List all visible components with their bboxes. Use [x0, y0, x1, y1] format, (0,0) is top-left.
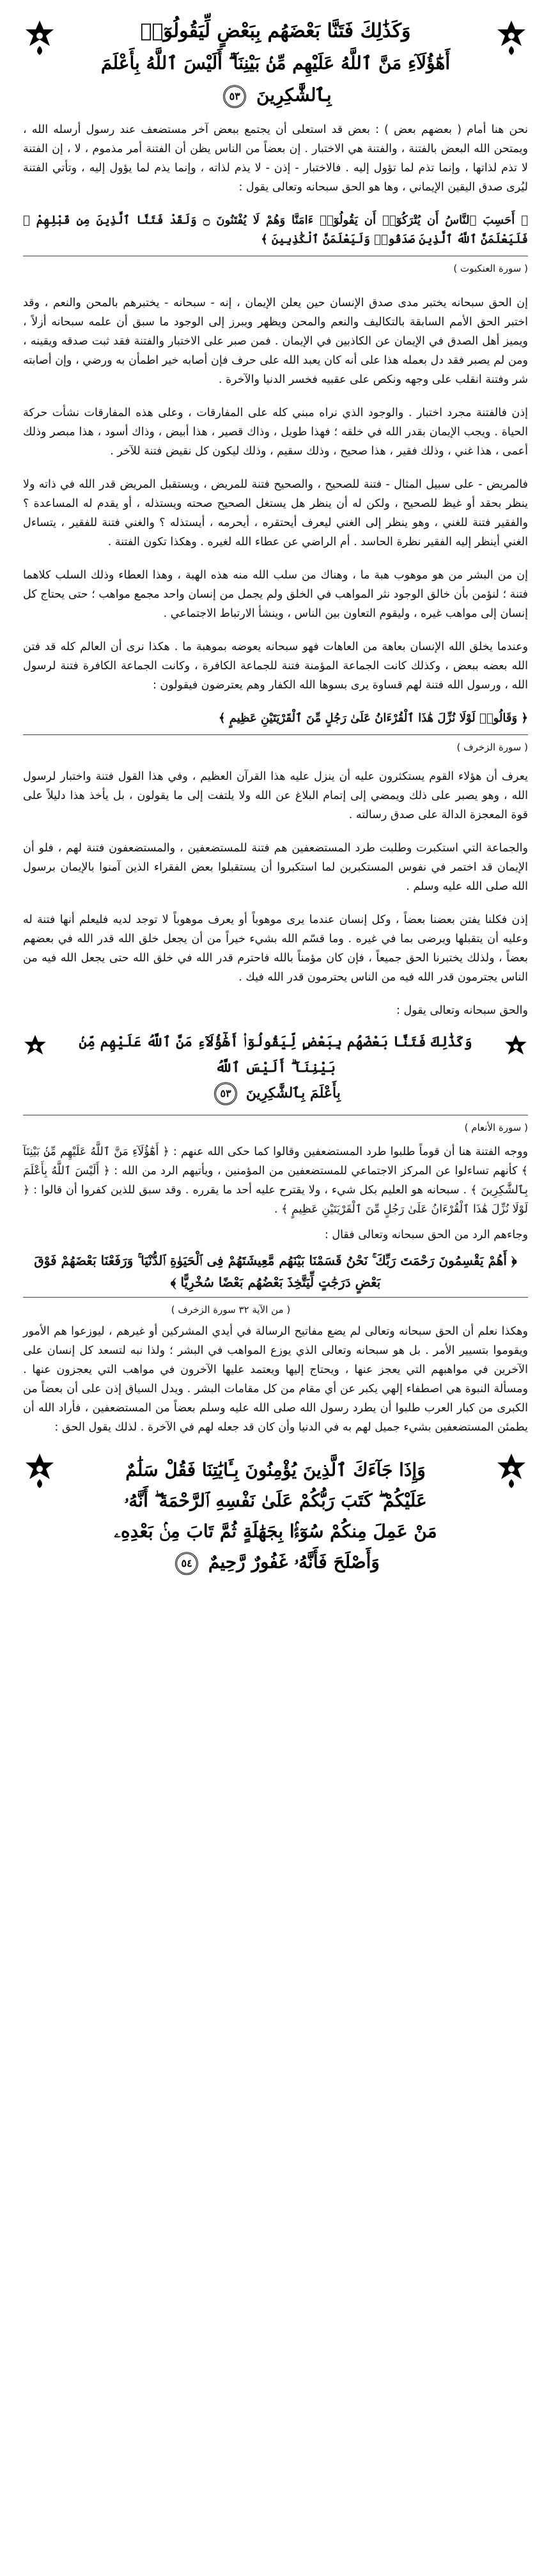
- paragraph-2: إن الحق سبحانه يختبر مدى صدق الإنسان حين يعلن الإيمان ، إنه - سبحانه - يختبرهم بالمحن والنعم ، وقد اختبر الحق الأمم السابقة بالتكاليف والنعم والمحن ويظهر ويبرز إلى الوجود ما سبق أن علمه سبحانه أزلاً ، ويميز أهل الصدق في الإيمان عن الكاذبين في الإيمان . فمن صبر على الاختبار والفتنة فقد ثبت صدقه ويقينه ، ومن لم يصبر فقد دل بعمله هذا على أنه كان يعبد الله على حرف فإن أصابه خير اطمأن به ورضي ، وإن أصابته شر وفتنة انقلب على وجهه ونكص على عقبيه فخسر الدنيا والآخرة .: [23, 297, 528, 386]
- verse-bottom-line-3: مَنْ عَمِلَ مِنكُمْ سُوٓءًۢا بِجَهَٰلَةٍ ثُمَّ تَابَ مِنۢ بَعْدِهِۦ: [114, 1521, 437, 1542]
- verse-top-line-3: بِٱلشَّٰكِرِينَ: [256, 84, 332, 105]
- paragraph-7: يعرف أن هؤلاء القوم يستكثرون عليه أن ينزل عليه هذا القرآن العظيم ، وفي هذا القول فتنة واختبار لرسول الله ، وهو يصبر على ذلك ويمضي إلى إتمام البلاغ عن الله ولا يلتفت إلى ما يقولون ، بل يأخذ هذا دليلاً على قوة المعجزة الدالة على صدق رسالته .: [23, 770, 528, 821]
- verse-top-line-2: أَهَٰٓؤُلَآءِ مَنَّ ٱللَّهُ عَلَيْهِم مِّنۢ بَيْنِنَآ ۗ أَلَيْسَ ٱللَّهُ بِأَعْلَمَ: [100, 52, 451, 74]
- ornament-left-icon: [20, 1033, 50, 1062]
- paragraph-10: والحق سبحانه وتعالى يقول :: [396, 1004, 528, 1017]
- ayah-number-badge: ٥٤: [175, 1552, 198, 1575]
- verse-mid-line-2: بِأَعْلَمَ بِٱلشَّٰكِرِينَ: [245, 1085, 341, 1101]
- source-zukhruf-2: ( من الآية ٣٢ سورة الزخرف ): [171, 1304, 291, 1315]
- paragraph-9: إذن فكلنا يفتن بعضنا بعضاً ، وكل إنسان عندما يرى موهوباً أو يعرف موهوباً لا توجد لديه فليعلم أنها فتنة له وعليه أن يتقبلها ويرضى بما في غيره . وما قسّم الله بشيء خيراً من أن يجعل خلق الله قدر الله في بعضهم بعضاً ، ولذلك يختبرنا الحق جميعاً ، فإن كان مؤمناً بالله فاحترم قدر الله في خلق الله حتى يجعل الله فيه من الناس يجترمون قدر الله فيه من الناس يحترمون قدر الله فيك .: [23, 913, 528, 984]
- verse-top-line-1: وَكَذَٰلِكَ فَتَنَّا بَعْضَهُم بِبَعْضٍ لِّيَقُولُوٓا۟: [140, 20, 411, 42]
- source-ankabut: ( سورة العنكبوت ): [453, 263, 528, 274]
- paragraph-8: والجماعة التي استكبرت وطلبت طرد المستضعفين هم فتنة للمستضعفين ، والمستضعفون فتنة لهم ، فلو أن الإيمان قد اختمر في نفوس المستكبرين لما استكبروا أن يستقبلوا بعض الفقراء الذين آمنوا بالإيمان برسول الله صلى الله عليه وسلم .: [23, 842, 528, 893]
- quote-ankabut: ﴿ أَحَسِبَ ٱلنَّاسُ أَن يُتْرَكُوٓا۟ أَن يَقُولُوٓا۟ ءَامَنَّا وَهُمْ لَا يُفْتَنُونَ ۝ وَلَقَدْ فَتَنَّا ٱلَّذِينَ مِن قَبْلِهِمْ ۖ فَلَيَعْلَمَنَّ ٱللَّهُ ٱلَّذِينَ صَدَقُوا۟ وَلَيَعْلَمَنَّ ٱلْكَٰذِبِينَ ﴾: [23, 213, 528, 246]
- ornament-left-icon: [20, 1451, 59, 1489]
- quote-zukhruf-2: ﴿ أَهُمْ يَقْسِمُونَ رَحْمَتَ رَبِّكَ ۚ نَحْنُ قَسَمْنَا بَيْنَهُم مَّعِيشَتَهُمْ فِى ٱلْحَيَوٰةِ ٱلدُّنْيَا ۚ وَرَفَعْنَا بَعْضَهُمْ فَوْقَ بَعْضٍ دَرَجَٰتٍ لِّيَتَّخِذَ بَعْضُهُم بَعْضًا سُخْرِيًّا ﴾: [34, 1253, 517, 1290]
- verse-mid-line-1: وَكَذَٰلِكَ فَتَنَّا بَعْضَهُم بِبَعْضٍ لِّيَقُولُوٓا۟ أَهَٰٓؤُلَآءِ مَنَّ ٱللَّهُ عَلَيْهِم مِّنۢ بَيْنِنَآ ۗ أَلَيْسَ ٱللَّهُ: [79, 1034, 472, 1076]
- divider: [23, 734, 528, 735]
- ayah-number-badge: ٥٣: [223, 85, 246, 108]
- ornament-right-icon: [501, 1033, 531, 1062]
- source-zukhruf-1: ( سورة الزخرف ): [456, 741, 528, 753]
- paragraph-13: وهكذا نعلم أن الحق سبحانه وتعالى لم يضع مفاتيح الرسالة في أيدي المشركين أو غيرهم ، ليوزعوا هم الأمور ويقوموا بتسيير الأمر . بل هو سبحانه وتعالى الذي يوزع المواهب في البشر ؛ ولذا نبه لتسعد كل إنسان على الآخرين في مواهبهم التي يعجز عنها ، ويحتاج إليها ويعتمد عليها الآخرون في مواهب التي يعجزون عنها . ومسألة النبوة هي اصطفاء إلهي يكبر عن أي مقام من كل مقامات البشر . ويدل السياق إذن على أن بعضاً من الكبرى من كبار العرب طلبوا أن يطرد رسول الله صلى الله عليه وسلم بعضاً من المستضعفين ، فأراد الله أن يطمئن المستضعفين بشيء جميل لهم به في الدنيا وأن كان قد جعله لهم في الآخرة . لذلك يقول الحق :: [23, 1325, 528, 1434]
- verse-bottom-line-1: وَإِذَا جَآءَكَ ٱلَّذِينَ يُؤْمِنُونَ بِـَٔايَٰتِنَا فَقُلْ سَلَٰمٌ: [125, 1459, 426, 1480]
- ayah-number-badge: ٥٣: [214, 1082, 237, 1105]
- verse-bottom-line-2: عَلَيْكُمْ ۖ كَتَبَ رَبُّكُمْ عَلَىٰ نَفْسِهِ ٱلرَّحْمَةَ ۖ أَنَّهُۥ: [124, 1490, 427, 1511]
- quote-zukhruf-1: ﴿ وَقَالُوا۟ لَوْلَا نُزِّلَ هَٰذَا ٱلْقُرْءَانُ عَلَىٰ رَجُلٍ مِّنَ ٱلْقَرْيَتَيْنِ عَظِيمٍ ﴾: [218, 711, 528, 725]
- divider: [23, 1297, 528, 1298]
- paragraph-1: نحن هنا أمام ( بعضهم بعض ) : بعض قد استعلى أن يجتمع ببعض آخر مستضعف عند رسول أرسله الله ، ويمتحن الله البعض بالفتنة ، والفتنة هي الاختبار . إن بعضاً من الناس يظن أن الفتنة أمر مذموم ، لا ، إن الفتنة لا تذم لذاتها ، وإنما تذم لما تؤول إليه . فالاختبار - إذن - لا يذم لذاته ، وإنما يذم لما يؤول إليه ، وتأتي الفتنة ليُرى صدق اليقين الإيماني ، وها هو الحق سبحانه وتعالى يقول :: [23, 123, 528, 194]
- verse-bottom: [23, 1451, 528, 1578]
- verse-bottom-line-4: وَأَصْلَحَ فَأَنَّهُۥ غَفُورٌ رَّحِيمٌ: [208, 1551, 380, 1572]
- verse-mid: [23, 1029, 528, 1106]
- verse-top: [23, 12, 528, 120]
- ornament-right-icon: [492, 18, 531, 56]
- paragraph-11: ووجه الفتنة هنا أن قوماً طلبوا طرد المستضعفين وقالوا كما حكى الله عنهم : ﴿ أَهَٰٓؤُلَآءِ مَنَّ ٱللَّهُ عَلَيْهِم مِّنۢ بَيْنِنَآ ﴾ كأنهم تساءلوا عن المركز الاجتماعي للمستضعفين من المؤمنين ، ويأتيهم الرد من الله : ﴿ أَلَيْسَ ٱللَّهُ بِأَعْلَمَ بِٱلشَّٰكِرِينَ ﴾ . سبحانه هو العليم بكل شيء ، ولا يقترح عليه أحد ما يقرره . وقد سبق للذين كفروا أن قالوا : ﴿ لَوْلَا نُزِّلَ هَٰذَا ٱلْقُرْءَانُ عَلَىٰ رَجُلٍ مِّنَ ٱلْقَرْيَتَيْنِ عَظِيمٍ ﴾ .: [23, 1145, 528, 1216]
- ornament-left-icon: [20, 18, 59, 56]
- paragraph-6: وعندما يخلق الله الإنسان بعاهة من العاهات فهو سبحانه يعوضه بموهبة ما . هكذا نرى أن العالم كله قد فتن الله بعضه ببعض ، وكذلك كانت الجماعة المؤمنة فتنة للجماعة الكافرة ، وكانت الجماعة الكافرة فتنة لرسول الله ، ورسول الله فتنة لهم قساوة يرى بسوها الله الكفار وهم يعترضون فيقولون :: [23, 640, 528, 692]
- paragraph-5: إن من البشر من هو موهوب هبة ما ، وهناك من سلب الله منه هذه الهبة ، وهذا العطاء وذلك السلب كلاهما فتنة ؛ لنؤمن بأن خالق الوجود نثر المواهب في الخلق ولم يجمل من إنسان واحد مجمع مواهب ؛ حتى يحتاج كل إنسان إلى مواهب غيره ، وليقوم التعاون بين الناس ، وينشأ الارتباط الاجتماعي .: [23, 569, 528, 620]
- paragraph-3: إذن فالفتنة مجرد اختبار . والوجود الذي نراه مبني كله على المفارقات ، وعلى هذه المفارقات نشأت حركة الحياة . ويجب الإيمان بقدر الله في خلقه ؛ فهذا طويل ، وذاك قصير ، هذا أبيض ، وذاك أسود ، هذا مبصر وذلك أعمى ، هذا غني ، وذلك فقير ، هذا صحيح ، وذلك سقيم ، وذلك ليكون كل نقيض فتنة للآخر .: [23, 407, 528, 458]
- source-anam: ( سورة الأنعام ): [464, 1122, 528, 1133]
- paragraph-12: وجاءهم الرد من الحق سبحانه وتعالى فقال :: [324, 1229, 528, 1241]
- ornament-right-icon: [492, 1451, 531, 1489]
- paragraph-4: فالمريض - على سبيل المثال - فتنة للصحيح ، والصحيح فتنة للمريض ، ويستقبل المريض قدر الله في ذاته ولا ينظر بحقد أو غيظ للصحيح ، ولكن له أن ينظر هل يستغل الصحيح صحته ويستذله ، أو يقدم له المساعدة ؟ والفقير فتنة للغني ، وهو ينظر إلى الغني ليعرف أيحتقره ، أيحرمه ، أيستذله ؟ والغني فتنة للفقير ، يتساءل الغني أينظر إليه الفقير نظرة الحاسد . أم الراضي عن عطاء الله لغيره . وهكذا تكون الفتنة .: [23, 478, 528, 548]
